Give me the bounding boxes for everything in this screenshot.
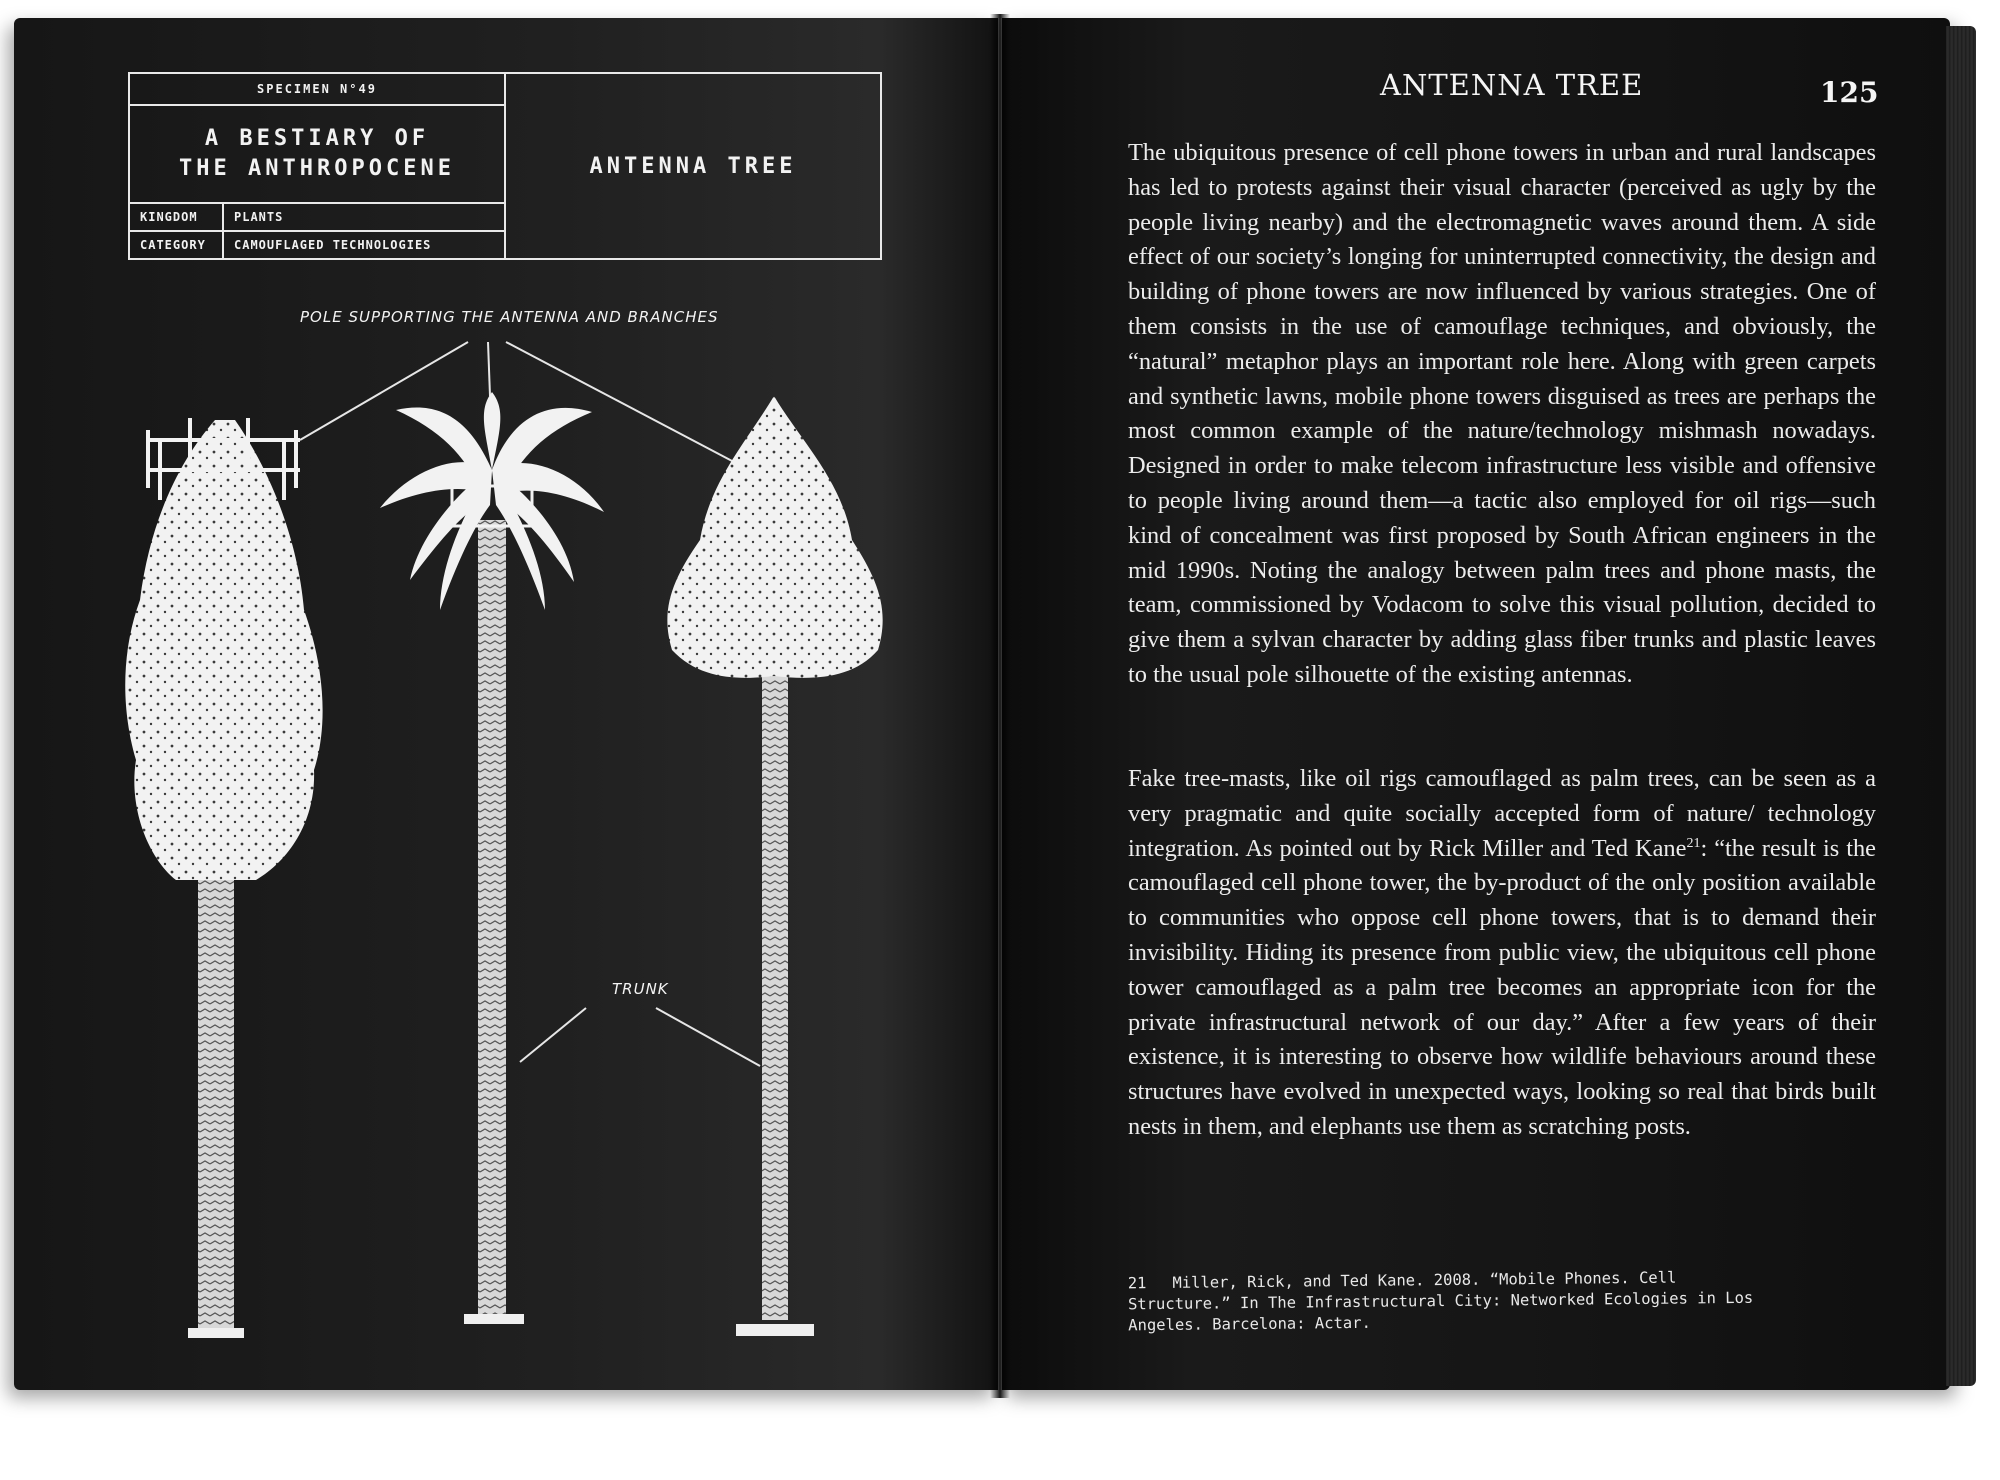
body-paragraph-2 [1128, 762, 1876, 1145]
tree-camouflaged-conifer [125, 418, 322, 1338]
footnote [1128, 1267, 1769, 1337]
tree-camouflaged-pine [667, 396, 882, 1336]
category-label: CATEGORY [130, 232, 224, 258]
kingdom-label: KINGDOM [130, 204, 224, 230]
body-paragraph-1: The ubiquitous presence of cell phone towers in urban and rural landscapes has led to protests against their visual character (perceived as ugly by the people living nearby) and the electromagnetic waves around them. A side effect of our society’s longing for uninterrupted connectivity, the design and building of phone towers are now influenced by various strategies. One of them consists in the use of camouflage techniques, and obviously, the “natural” metaphor plays an important role here. Along with green carpets and synthetic lawns, mobile phone towers disguised as trees are perhaps the most common example of the nature/technology mishmash nowadays. Designed in order to make telecom infrastructure less visible and offensive to people living around them—a tactic also employed for oil rigs—such kind of concealment was first proposed by South African engineers in the mid 1990s. Noting the analogy between palm trees and phone masts, the team, commissioned by Vodacom to solve this visual pollution, decided to give them a sylvan character by adding glass fiber trunks and plastic leaves to the usual pole silhouette of the existing antennas. [1128, 139, 1876, 688]
footnote-text: Miller, Rick, and Ted Kane. 2008. “Mobile Phones. Cell Structure.” In The Infrastructural City: Networked Ecologies in Los Angeles. Barcelona: Actar. [1127, 1268, 1754, 1335]
footnote-reference[interactable]: 21 [1686, 835, 1701, 851]
tree-camouflaged-palm [380, 392, 604, 1324]
annotation-trunk: TRUNK [612, 980, 669, 998]
category-value: CAMOUFLAGED TECHNOLOGIES [234, 238, 432, 252]
specimen-name: ANTENNA TREE [589, 153, 797, 179]
body-paragraph-2-part2: : “the result is the camouflaged cell phone tower, the by-product of the only position available to communities who oppose cell phone towers, that is to demand their invisibility. Hiding its presence from public view, the ubiquitous cell phone tower camouflaged as a palm tree becomes an appropriate icon for the private infrastructural network of our day.” After a few years of their existence, it is interesting to observe how wildlife behaviours around these structures have evolved in unexpected ways, looking so real that birds built nests in them, and elephants use them as scratching posts. [1128, 834, 1876, 1140]
running-title: ANTENNA TREE [1380, 68, 1644, 102]
series-title-line2: THE ANTHROPOCENE [179, 156, 455, 181]
page-number: 125 [1820, 76, 1879, 109]
specimen-number: SPECIMEN N°49 [130, 74, 504, 106]
kingdom-value: PLANTS [234, 210, 284, 224]
annotation-pole: POLE SUPPORTING THE ANTENNA AND BRANCHES [300, 308, 719, 326]
series-title-line1: A BESTIARY OF [204, 126, 430, 151]
body-paragraph-2-part1: Fake tree-masts, like oil rigs camouflaged as palm trees, can be seen as a very pragmatic and quite socially accepted form of nature/ technology integration. As pointed out by Rick Miller and Ted Kane [1128, 765, 1876, 862]
footnote-number: 21 [1127, 1274, 1147, 1293]
